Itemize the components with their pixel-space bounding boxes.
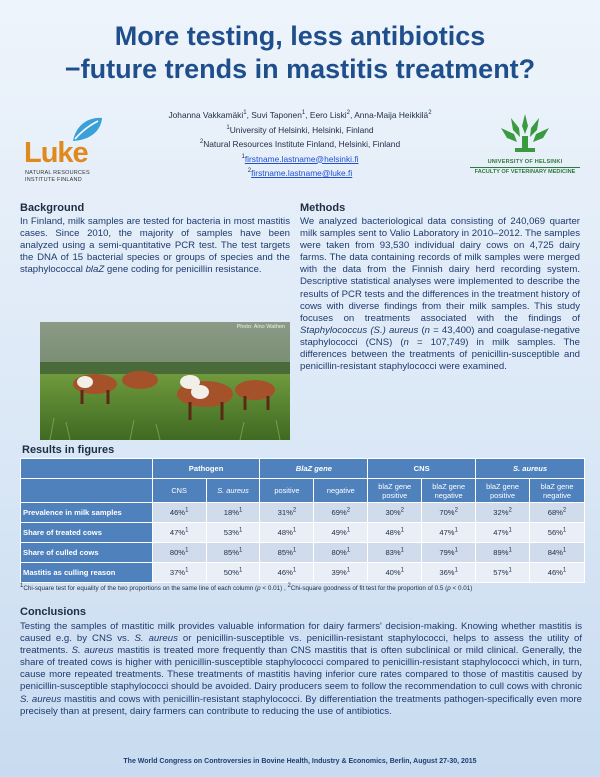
title-line-2: −future trends in mastitis treatment? (64, 54, 536, 84)
luke-subtitle: NATURAL RESOURCES INSTITUTE FINLAND (25, 170, 90, 183)
table-group-header (21, 459, 585, 479)
flame-emblem-icon (495, 112, 555, 157)
group-s-aureus: S. aureus (476, 459, 585, 479)
sub-positive: positive (260, 479, 314, 503)
background-text: In Finland, milk samples are tested for bacteria in most mastitis cases. Since 2010, the majority of samples have been analyzed using a semi-quantitative PCR test. The test targets the DNA of 15 bacterial species or groups of species and the staphylococcal blaZ gene coding for penicillin resistance. (20, 216, 290, 276)
email-1[interactable]: $^1$firstname.lastname@helsinki.fi (241, 153, 359, 164)
university-of-helsinki-logo (470, 112, 580, 194)
sub-negative: negative (314, 479, 368, 503)
group-pathogen: Pathogen (152, 459, 260, 479)
sub-cns-blaz-negative: blaZ gene negative (422, 479, 476, 503)
luke-wordmark: Luke (24, 137, 88, 169)
sub-sa-blaz-positive: blaZ gene positive (476, 479, 530, 503)
table-row: Prevalence in milk samples 46%$^1$ 18%$^1$ 31%$^2$ 69%$^2$ 30%$^2$ 70%$^2$ 32%$^2$ 68%$^2$ (21, 503, 585, 523)
sub-sa-blaz-negative: blaZ gene negative (530, 479, 585, 503)
email-2[interactable]: $^2$firstname.lastname@luke.fi (247, 168, 353, 178)
uh-faculty: FACULTY OF VETERINARY MEDICINE (470, 167, 580, 175)
background-heading: Background (20, 202, 85, 214)
conference-footer: The World Congress on Controversies in Bovine Health, Industry & Economics, Berlin, August 27-30, 2015 (123, 758, 477, 765)
affiliation-1: $^1$University of Helsinki, Helsinki, Finland (226, 124, 374, 135)
group-cns: CNS (368, 459, 476, 479)
uh-name: UNIVERSITY OF HELSINKI (487, 159, 563, 165)
table-footnote: $^1$Chi-square test for equality of the two proportions on the same line of each column (p < 0.01) , $^2$Chi-square goodness of fit test for the proportion of 0.5 (p < 0.01) (20, 582, 473, 592)
table-row: Share of culled cows 80%$^1$ 85%$^1$ 85%$^1$ 80%$^1$ 83%$^1$ 79%$^1$ 89%$^1$ 84%$^1$ (21, 543, 585, 563)
results-heading: Results in figures (22, 444, 115, 456)
methods-heading: Methods (300, 202, 346, 214)
results-table (20, 458, 585, 583)
author-block (130, 108, 470, 181)
title-line-1: More testing, less antibiotics (114, 21, 486, 51)
conclusions-text: Testing the samples of mastitic milk provides valuable information for dairy farmers' decision-making. Knowing whether mastitis is caused e.g. by CNS vs. S. aureus or penicillin-susceptible vs. penicillin-resistant staphylococci, helps to assess the utility of treatments. S. aureus mastitis is treated more frequently than CNS mastitis that is often subclinical or mild clinical. Generally, the share of treated cows is higher with penicillin-susceptible staphylococci compared to penicillin-resistant staphylococci which, in turn, cause more repeated treatments. These treatments of mastitis having inferior cure rates compared to those of mastitis caused by penicillin-susceptible staphylococci should be avoided. Dairy producers seem to follow the recommendation to cull cows with chronic S. aureus mastitis and cows with penicillin-resistant staphylococci. By differentiation the treatments pathogen-specifically even more precisely than at present, dairy farmers can contribute to reducing the use of antibiotics. (20, 621, 582, 717)
table-row: Mastitis as culling reason 37%$^1$ 50%$^1$ 46%$^1$ 39%$^1$ 40%$^1$ 36%$^1$ 57%$^1$ 46%$^1$ (21, 563, 585, 583)
sub-cns: CNS (152, 479, 206, 503)
conclusions-heading: Conclusions (20, 606, 87, 618)
cows-photo (40, 322, 290, 440)
poster-title (0, 20, 600, 86)
sub-s-aureus: S. aureus (206, 479, 260, 503)
cows-pasture-image (40, 322, 290, 440)
table-sub-header (21, 479, 585, 503)
table-row: Share of treated cows 47%$^1$ 53%$^1$ 48%$^1$ 49%$^1$ 48%$^1$ 47%$^1$ 47%$^1$ 56%$^1$ (21, 523, 585, 543)
methods-text: We analyzed bacteriological data consisting of 240,069 quarter milk samples sent to Valio Laboratory in 2010–2012. The samples were taken from 93,530 individual dairy cows on 4,725 dairy farms. The data containing records of milk samples were merged with the data from the Finnish dairy herd recording system. Descriptive statistical analyses were implemented to describe the results of PCR tests and the differences in the treatment history of cows with diverse findings from their milk samples. This study focuses on treatments associated with the findings of Staphylococcus (S.) aureus (n = 43,400) and coagulase-negative staphylococci (CNS) (n = 107,749) in milk samples. The differences between the treatments of penicillin-susceptible and penicillin-resistant staphylococci were examined. (300, 216, 580, 373)
photo-credit: Photo: Aino Wathen (236, 324, 285, 330)
group-blaz-gene: BlaZ gene (260, 459, 368, 479)
sub-cns-blaz-positive: blaZ gene positive (368, 479, 422, 503)
author-list: Johanna Vakkamäki$^1$, Suvi Taponen$^1$, Eero Liski$^2$, Anna-Maija Heikkilä$^2$ (168, 110, 432, 120)
affiliation-2: $^2$Natural Resources Institute Finland, Helsinki, Finland (199, 139, 401, 149)
luke-logo (22, 115, 112, 190)
